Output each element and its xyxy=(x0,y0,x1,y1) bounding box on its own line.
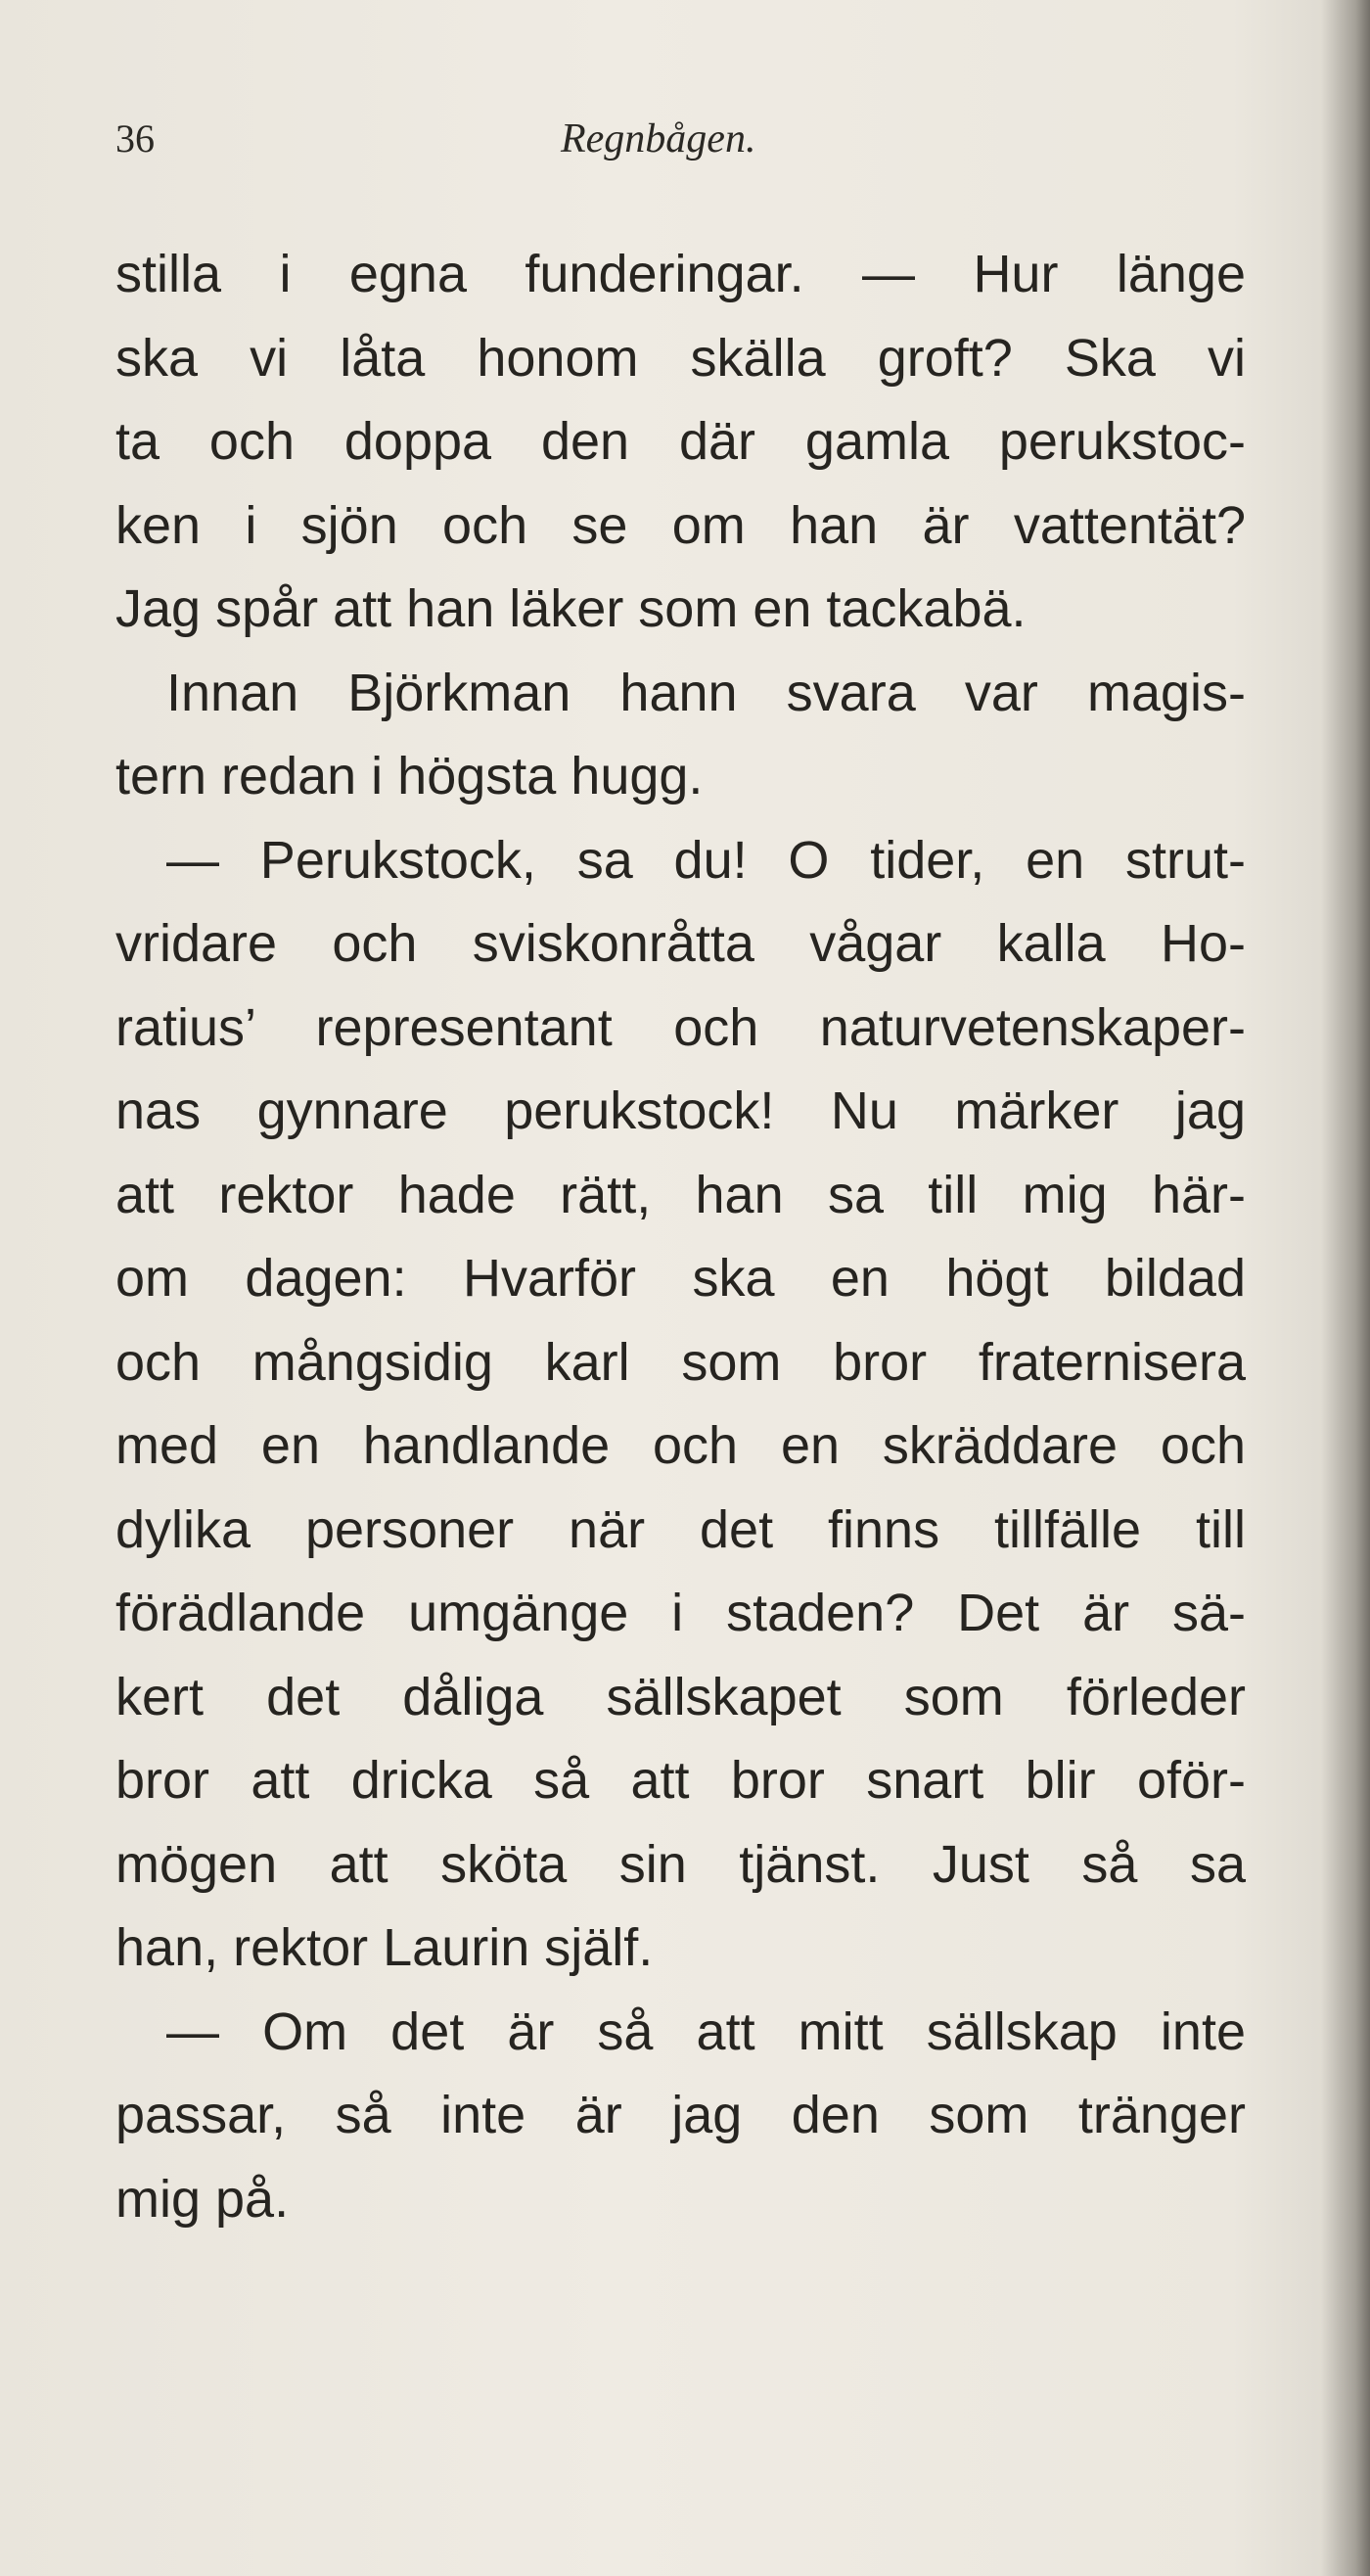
text-line: passar, så inte är jag den som tränger xyxy=(115,2086,1246,2144)
text-line: kert det dåliga sällskapet som förleder xyxy=(115,1667,1246,1726)
text-line: bror att dricka så att bror snart blir oför- xyxy=(115,1751,1246,1810)
text-line: mögen att sköta sin tjänst. Just så sa xyxy=(115,1834,1246,1894)
text-line: ratius’ representant och naturvetenskaper- xyxy=(115,997,1246,1057)
running-head xyxy=(115,115,1241,174)
text-line: och mångsidig karl som bror fraternisera xyxy=(115,1332,1246,1392)
text-line: med en handlande och en skräddare och xyxy=(115,1416,1246,1475)
text-line: ta och doppa den där gamla perukstoc- xyxy=(115,412,1246,471)
text-line: ken i sjön och se om han är vattentät? xyxy=(115,495,1246,555)
page-number: 36 xyxy=(115,116,155,161)
text-line: tern redan i högsta hugg. xyxy=(115,747,704,805)
text-line: mig på. xyxy=(115,2169,290,2229)
text-line: dylika personer när det finns tillfälle till xyxy=(115,1499,1246,1559)
text-line: om dagen: Hvarför ska en högt bildad xyxy=(115,1249,1246,1308)
text-line: — Om det är så att mitt sällskap inte xyxy=(166,2001,1246,2061)
page-edge-shadow xyxy=(1321,0,1370,2576)
text-line: nas gynnare perukstock! Nu märker jag xyxy=(115,1081,1246,1140)
text-line: han, rektor Laurin själf. xyxy=(115,1918,654,1977)
text-line: vridare och sviskonråtta vågar kalla Ho- xyxy=(115,914,1246,973)
text-line: förädlande umgänge i staden? Det är sä- xyxy=(115,1584,1246,1642)
text-line: ska vi låta honom skälla groft? Ska vi xyxy=(115,328,1246,388)
text-line: Innan Björkman hann svara var magis- xyxy=(166,663,1246,722)
text-line: att rektor hade rätt, han sa till mig här- xyxy=(115,1165,1246,1224)
running-title: Regnbågen. xyxy=(561,116,756,161)
text-line: stilla i egna funderingar. — Hur länge xyxy=(115,245,1246,303)
text-line: Jag spår att han läker som en tackabä. xyxy=(115,579,1027,638)
text-line: — Perukstock, sa du! O tider, en strut- xyxy=(166,830,1246,890)
body-text xyxy=(115,233,1246,2241)
